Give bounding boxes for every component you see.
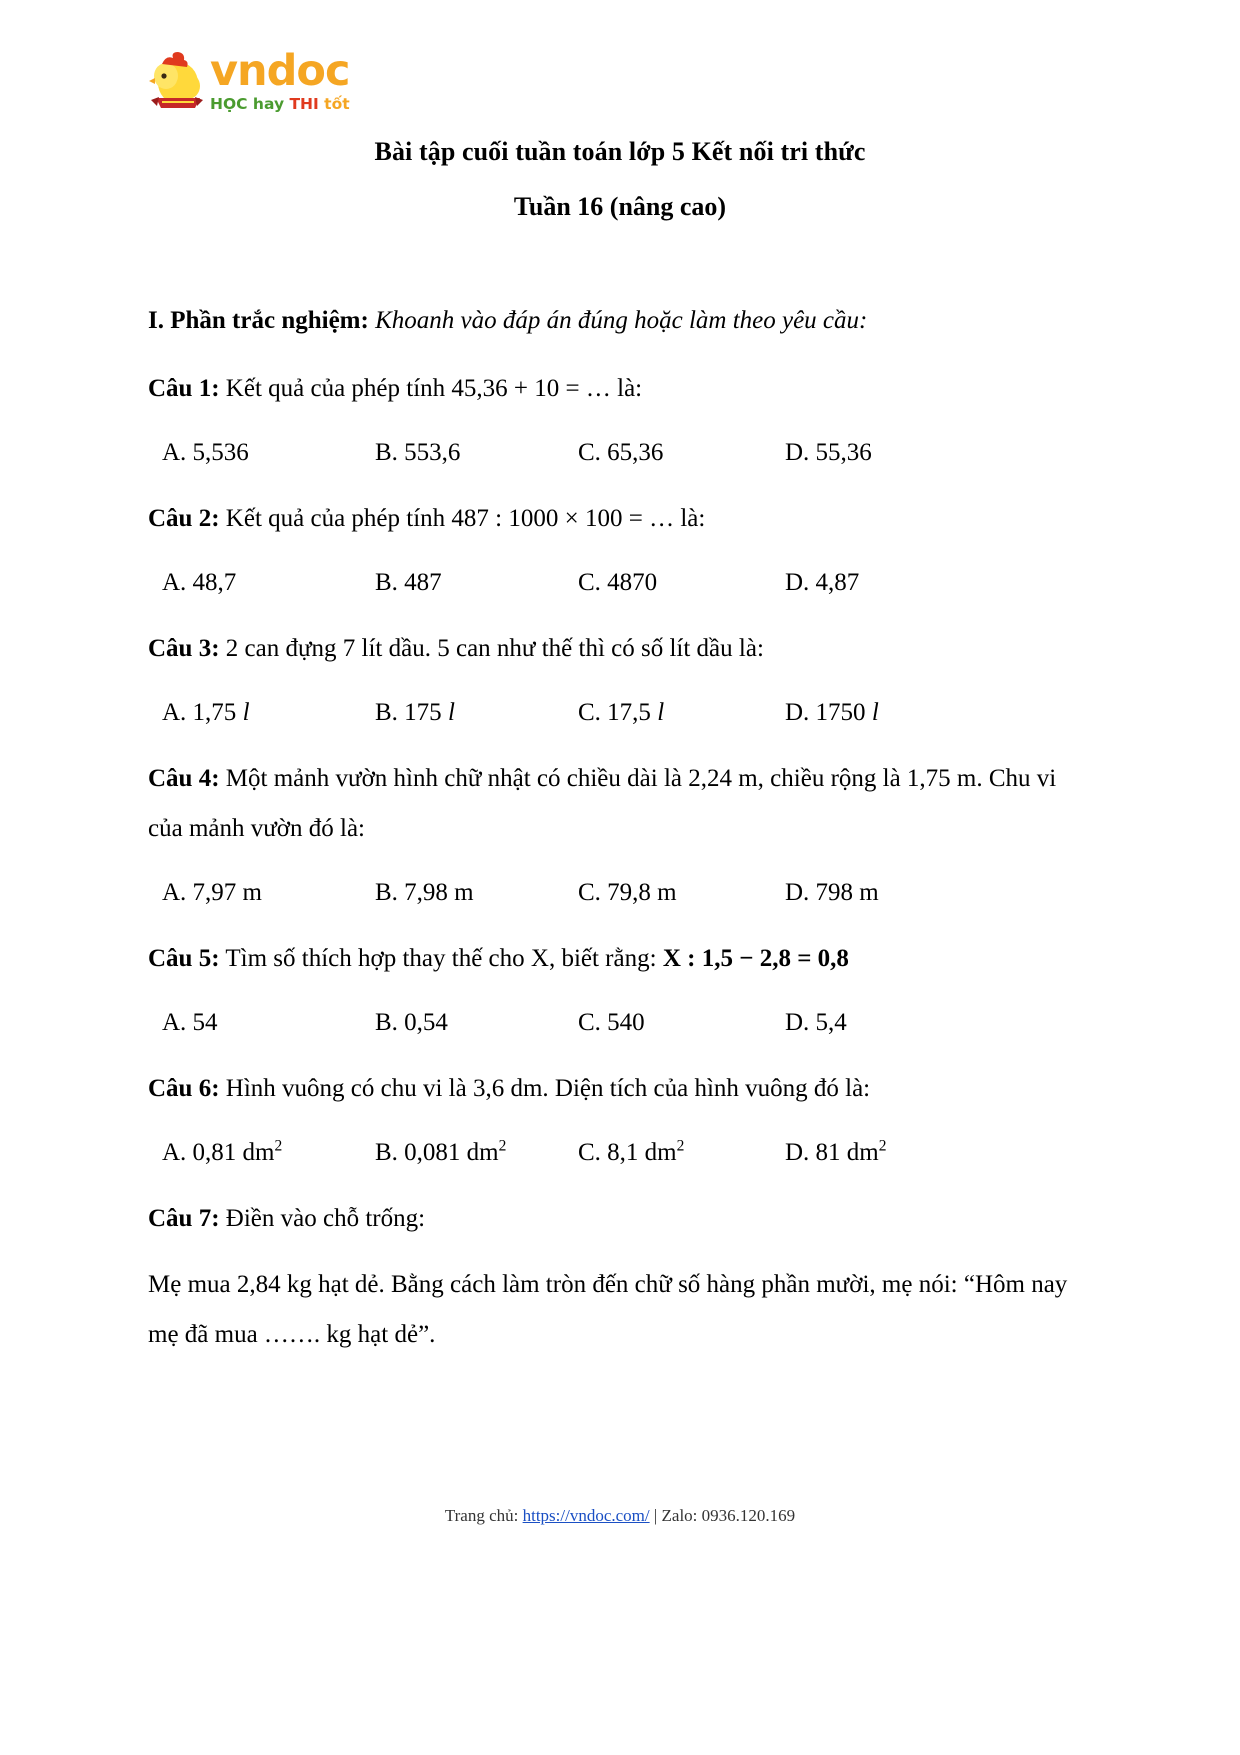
option-d[interactable]: D. 4,87 [785,569,860,596]
question-6 [148,1064,1092,1114]
question-2-label: Câu 2: [148,505,220,532]
question-3-label: Câu 3: [148,635,220,662]
exponent: 2 [878,1137,887,1155]
option-d[interactable]: D. 798 m [785,879,879,906]
question-6-options [148,1130,1092,1176]
option-a-value: A. 1,75 [162,699,237,726]
option-d[interactable] [785,690,985,736]
unit-liter: l [871,699,879,726]
chick-mascot-icon [148,50,206,116]
page-title: Bài tập cuối tuần toán lớp 5 Kết nối tri thức [374,137,866,166]
question-1-text: Kết quả của phép tính 45,36 + 10 = … là: [225,375,643,402]
option-b[interactable] [375,690,578,736]
option-a[interactable] [162,690,375,736]
option-a[interactable]: A. 5,536 [162,439,249,466]
question-4-options [148,870,1092,916]
worksheet-content [148,296,1092,1378]
option-a[interactable]: A. 54 [162,1009,218,1036]
question-2 [148,494,1092,544]
option-c[interactable]: C. 65,36 [578,439,664,466]
option-d[interactable] [785,1130,985,1176]
section-instruction: Khoanh vào đáp án đúng hoặc làm theo yêu cầu: [375,307,868,334]
logo-tagline [210,95,350,113]
vndoc-logo[interactable] [148,48,448,120]
question-6-text: Hình vuông có chu vi là 3,6 dm. Diện tích của hình vuông đó là: [225,1075,871,1102]
question-3-options [148,690,1092,736]
logo-wordmark: vndoc [210,46,350,96]
question-4-text: Một mảnh vườn hình chữ nhật có chiều dài là 2,24 m, chiều rộng là 1,75 m. Chu vi của mảnh vườn đó là: [148,765,1057,842]
exponent: 2 [498,1137,507,1155]
question-7-body-line-2: nói: “Hôm nay mẹ đã mua ……. kg hạt dẻ”. [148,1271,1068,1348]
question-6-label: Câu 6: [148,1075,220,1102]
question-7-text: Điền vào chỗ trống: [225,1205,426,1232]
question-2-options [148,560,1092,606]
question-7-label: Câu 7: [148,1205,220,1232]
option-c-value: C. 17,5 [578,699,651,726]
footer-homepage-link[interactable]: https://vndoc.com/ [522,1506,650,1525]
page-footer [0,1506,1240,1526]
question-5 [148,934,1092,984]
footer-suffix: | Zalo: 0936.120.169 [649,1506,796,1525]
exponent: 2 [274,1137,283,1155]
option-c[interactable] [578,1130,785,1176]
question-5-equation: X : 1,5 − 2,8 = 0,8 [662,945,849,972]
question-3 [148,624,1092,674]
option-b[interactable] [375,1130,578,1176]
question-1-label: Câu 1: [148,375,220,402]
option-c-value: C. 8,1 dm [578,1139,677,1166]
option-d-value: D. 1750 [785,699,866,726]
option-c[interactable]: C. 540 [578,1009,645,1036]
page-subtitle: Tuần 16 (nâng cao) [513,192,727,221]
tagline-part-red: THI [289,95,319,113]
question-7-body-line-1: Mẹ mua 2,84 kg hạt dẻ. Bằng cách làm tròn đến chữ số hàng phần mười, mẹ [148,1271,913,1298]
question-5-text: Tìm số thích hợp thay thế cho X, biết rằng: [225,945,657,972]
option-b[interactable]: B. 7,98 m [375,879,474,906]
tagline-part-green: HỌC hay [210,95,285,113]
question-1-options [148,430,1092,476]
option-a-value: A. 0,81 dm [162,1139,275,1166]
unit-liter: l [447,699,455,726]
option-a[interactable] [162,1130,375,1176]
question-2-text: Kết quả của phép tính 487 : 1000 × 100 = … là: [225,505,706,532]
option-b[interactable]: B. 0,54 [375,1009,448,1036]
unit-liter: l [242,699,250,726]
section-label: I. Phần trắc nghiệm: [148,307,369,334]
footer-prefix: Trang chủ: [444,1506,523,1525]
section-heading [148,296,1092,346]
unit-liter: l [657,699,665,726]
option-a[interactable]: A. 48,7 [162,569,237,596]
question-3-text: 2 can đựng 7 lít dầu. 5 can như thế thì có số lít dầu là: [225,635,764,662]
option-b[interactable]: B. 553,6 [375,439,461,466]
option-d[interactable]: D. 55,36 [785,439,872,466]
option-c[interactable]: C. 4870 [578,569,658,596]
question-7-body [148,1260,1092,1360]
option-c[interactable] [578,690,785,736]
exponent: 2 [676,1137,685,1155]
question-5-label: Câu 5: [148,945,220,972]
option-b-value: B. 0,081 dm [375,1139,499,1166]
question-1 [148,364,1092,414]
option-b[interactable]: B. 487 [375,569,442,596]
question-4-label: Câu 4: [148,765,220,792]
option-d[interactable]: D. 5,4 [785,1009,847,1036]
option-c[interactable]: C. 79,8 m [578,879,677,906]
logo-text [210,48,350,113]
question-4 [148,754,1092,854]
option-d-value: D. 81 dm [785,1139,879,1166]
option-b-value: B. 175 [375,699,442,726]
option-a[interactable]: A. 7,97 m [162,879,262,906]
question-5-options [148,1000,1092,1046]
tagline-part-orange: tốt [324,95,350,113]
question-7 [148,1194,1092,1244]
